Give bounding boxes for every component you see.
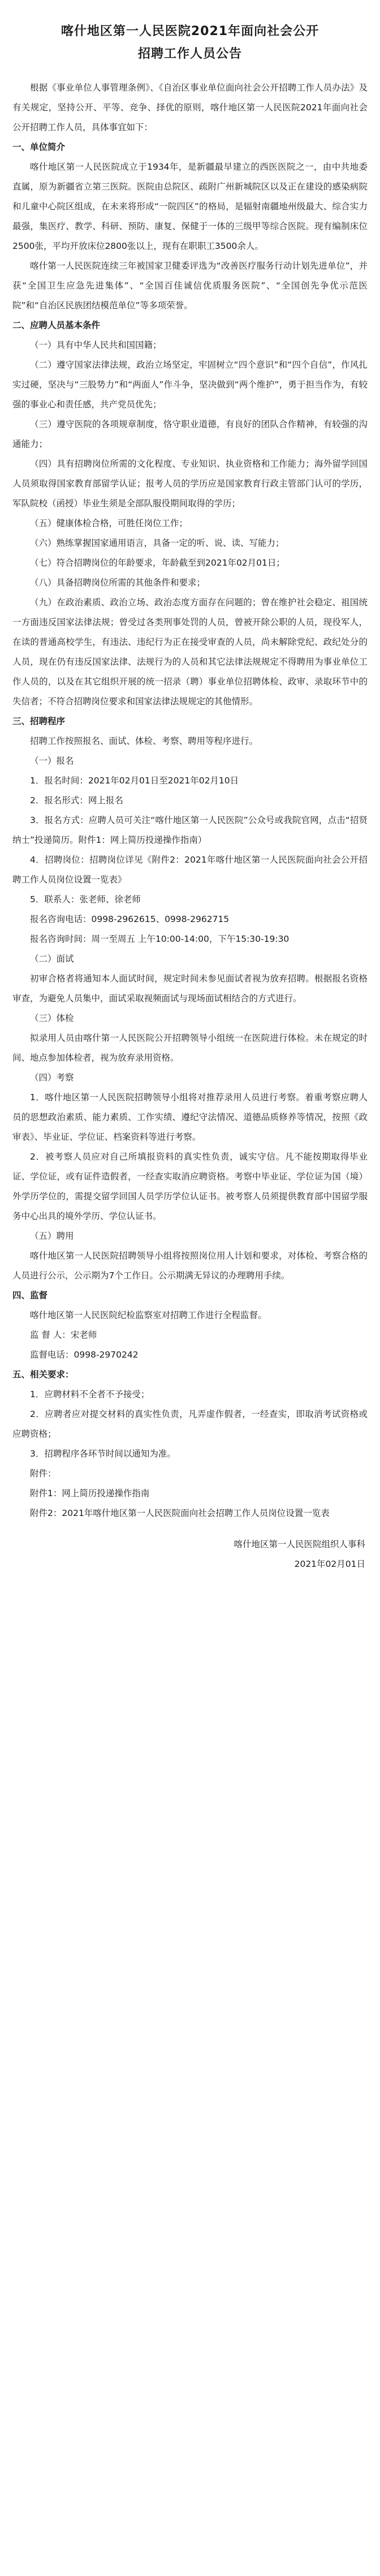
subheading-registration: （一）报名 — [30, 756, 74, 766]
condition-item: （四）具有招聘岗位所需的文化程度、专业知识、执业资格和工作能力；海外留学回国人员须取得国家教育部留学认证；报考人员的学历应是国家教育行政主管部门认可的学历，军队院校（函授）毕业生须是全部队服役期间取得的学历； — [12, 459, 368, 509]
subheading-assessment: （四）考察 — [30, 1072, 74, 1083]
registration-item: 1．报名时间：2021年02月01日至2021年02月10日 — [30, 776, 239, 786]
condition-item: （二）遵守国家法律法规，政治立场坚定，牢固树立“四个意识”和“四个自信”，作风扎实过硬，坚决与“三股势力”和“两面人”作斗争，坚决做到“两个维护”，勇于担当作为，有较强的事业心和责任感，共产党员优先； — [12, 360, 368, 410]
assessment-paragraph-2: 2．被考察人员应对自己所填报资料的真实性负责，诚实守信。凡不能按期取得毕业证、学位证，或有证件造假者，一经查实取消应聘资格。考察中毕业证、学位证为国（境）外学历学位的，需提交留学回国人员学历学位认证书。被考察人员须提供教育部中国留学服务中心出具的境外学历、学位认证书。 — [12, 1152, 368, 1221]
section-heading-unit: 一、单位简介 — [12, 142, 66, 152]
section-heading-procedure: 三、招聘程序 — [12, 716, 66, 726]
employment-paragraph: 喀什地区第一人民医院招聘领导小组将按照岗位用人计划和要求，对体检、考察合格的人员进行公示，公示期为7个工作日。公示期满无异议的办理聘用手续。 — [12, 1251, 368, 1281]
intro-paragraph: 根据《事业单位人事管理条例》、《自治区事业单位面向社会公开招聘工作人员办法》及有关规定，坚持公开、平等、竞争、择优的原则，喀什地区第一人民医院2021年面向社会公开招聘工作人员，具体事宜如下： — [12, 83, 368, 132]
supervision-paragraph: 喀什地区第一人民医院纪检监察室对招聘工作进行全程监督。 — [30, 1310, 267, 1320]
requirement-item: 1．应聘材料不全者不予接受； — [30, 1389, 150, 1399]
signature-organization: 喀什地区第一人民医院组织人事科 — [234, 1539, 365, 1549]
contact-hours: 报名咨询时间：周一至周五 上午10:00-14:00，下午15:30-19:30 — [30, 934, 290, 944]
section-heading-supervision: 四、监督 — [12, 1290, 48, 1300]
registration-item: 3．报名方式：应聘人员可关注“喀什地区第一人民医院”公众号或我院官网，点击“招贤纳士”投递简历。附件1：网上简历投递操作指南） — [12, 815, 368, 845]
registration-item: 2．报名形式：网上报名 — [30, 795, 123, 805]
condition-item: （五）健康体检合格，可胜任岗位工作； — [30, 518, 188, 528]
subheading-medical-exam: （三）体检 — [30, 1013, 74, 1023]
contact-phone: 报名咨询电话：0998-2962615、0998-2962715 — [30, 914, 230, 924]
attachment-link-1[interactable]: 附件1：网上简历投递操作指南 — [30, 1488, 150, 1498]
contact-person: 5．联系人：张老师、徐老师 — [30, 894, 141, 904]
announcement-title — [12, 20, 368, 66]
subheading-interview: （二）面试 — [30, 954, 74, 964]
requirement-item: 3．招聘程序各环节时间以通知为准。 — [30, 1449, 176, 1459]
section-heading-conditions: 二、应聘人员基本条件 — [12, 320, 101, 330]
interview-paragraph: 初审合格者将通知本人面试时间，规定时间未参见面试者视为放弃招聘。根据报名资格审查，为避免人员集中，面试采取视频面试与现场面试相结合的方式进行。 — [12, 973, 368, 1003]
condition-item: （九）在政治素质、政治立场、政治态度方面存在问题的；曾在维护社会稳定、祖国统一方面违反国家法律法规；曾受过各类刑事处罚的人员，曾被开除公职的人员，现役军人，在读的普通高校学生，有违法、违纪行为正在接受审查的人员，尚未解除党纪、政纪处分的人员，现在仍有违反国家法律、法规行为的人员和其它法律法规规定不得聘用为事业单位工作人员的，以及在其它组织开展的统一招录（聘）事业单位招聘体检、政审、录取环节中的失信者；不符合招聘岗位要求和国家法律法规规定的其他情形。 — [12, 597, 368, 707]
medical-exam-paragraph: 拟录用人员由喀什第一人民医院公开招聘领导小组统一在医院进行体检。未在规定的时间、地点参加体检者，视为放弃录用资格。 — [12, 1033, 368, 1063]
title-line-1: 喀什地区第一人民医院2021年面向社会公开 — [61, 24, 319, 38]
unit-intro-paragraph-2: 喀什第一人民医院连续三年被国家卫健委评选为“改善医疗服务行动计划先进单位”，并获“全国卫生应急先进集体”、“全国百佳诚信优质服务医院”、“全国创先争优示范医院”和“自治区民族团结模范单位”等多项荣誉。 — [12, 261, 368, 311]
procedure-intro: 招聘工作按照报名、面试、体检、考察、聘用等程序进行。 — [30, 736, 258, 746]
subheading-employment: （五）聘用 — [30, 1231, 74, 1241]
condition-item: （三）遵守医院的各项规章制度，恪守职业道德，有良好的团队合作精神，有较强的沟通能力； — [12, 419, 368, 449]
supervisor-name: 监 督 人：宋老师 — [30, 1330, 97, 1340]
attachment-link-2[interactable]: 附件2：2021年喀什地区第一人民医院面向社会招聘工作人员岗位设置一览表 — [30, 1508, 330, 1518]
condition-item: （七）符合招聘岗位的年龄要求，年龄截至到2021年02月01日； — [30, 558, 285, 568]
assessment-paragraph-1: 1．喀什地区第一人民医院招聘领导小组将对推荐录用人员进行考察。着重考察应聘人员的思想政治素质、能力素质、工作实绩、遵纪守法情况、道德品质修养等情况，按照《政审表》、毕业证、学位证、档案资料等进行考察。 — [12, 1092, 368, 1142]
unit-intro-paragraph-1: 喀什地区第一人民医院成立于1934年，是新疆最早建立的西医医院之一，由中共地委直属，原为新疆省立第三医院。医院由总院区、疏附广州新城院区以及正在建设的感染病院和儿童中心院区组成，在未来将形成“一院四区”的格局，是辐射南疆地州级最大、综合实力最强，集医疗、教学、科研、预防、康复、保健于一体的三级甲等综合医院。现有编制床位2500张，平均开放床位2800张以上，现有在职职工3500余人。 — [12, 162, 368, 251]
attachments-heading: 附件： — [30, 1468, 57, 1479]
registration-item: 4．招聘岗位：招聘岗位详见《附件2：2021年喀什地区第一人民医院面向社会公开招聘工作人员岗位设置一览表》 — [12, 855, 368, 885]
title-line-2: 招聘工作人员公告 — [137, 47, 242, 61]
signature-date: 2021年02月01日 — [294, 1559, 365, 1569]
supervisor-phone: 监督电话：0998-2970242 — [30, 1350, 139, 1360]
condition-item: （六）熟练掌握国家通用语言，具备一定的听、说、读、写能力； — [30, 538, 284, 548]
requirement-item: 2．应聘者应对提交材料的真实性负责，凡弄虚作假者，一经查实，即取消考试资格或应聘资格； — [12, 1409, 368, 1439]
condition-item: （八）具备招聘岗位所需的其他条件和要求； — [30, 578, 206, 588]
condition-item: （一）具有中华人民共和国国籍； — [30, 340, 162, 350]
section-heading-requirements: 五、相关要求： — [12, 1369, 74, 1380]
